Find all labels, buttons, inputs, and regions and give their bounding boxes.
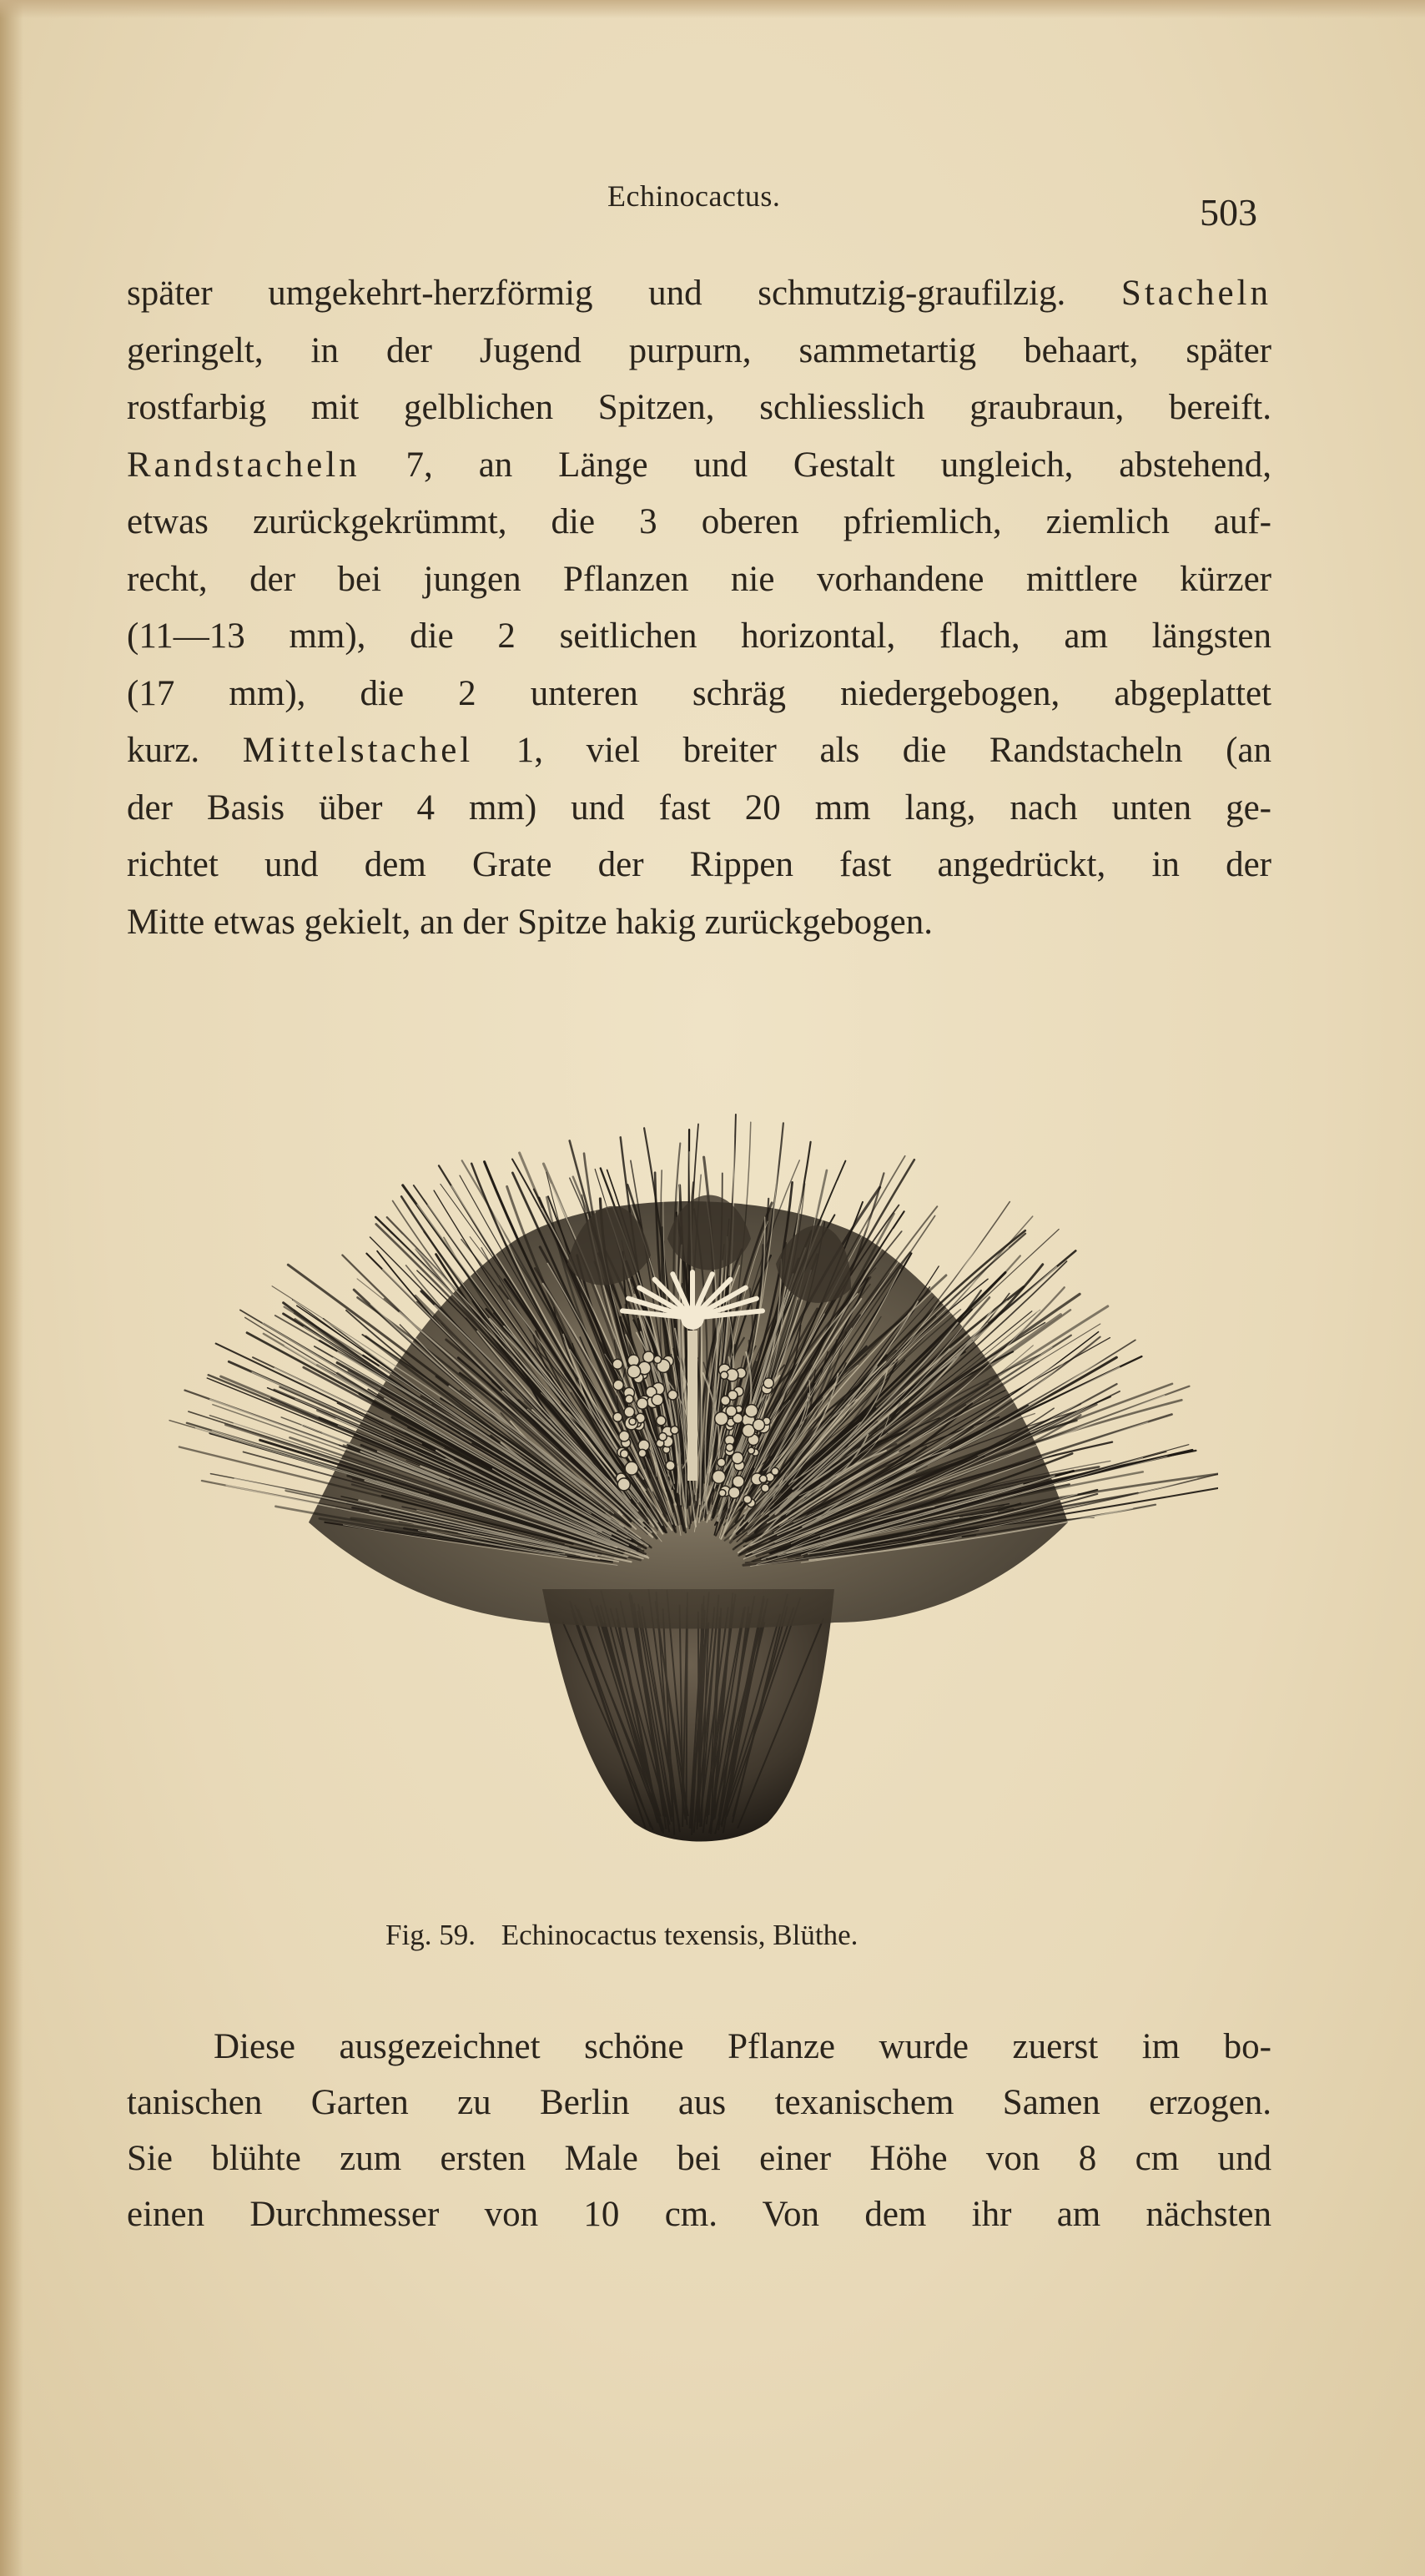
running-head (0, 179, 1425, 234)
page-top-shadow (0, 0, 1425, 18)
spaced-term: Mittelstachel (242, 731, 474, 770)
text-run: der Basis über 4 mm) und fast 20 mm lang, nach unten ge- (127, 787, 1271, 828)
text-line (127, 894, 1271, 952)
text-run: richtet und dem Grate der Rippen fast angedrückt, in der (127, 845, 1271, 884)
text-line (127, 551, 1271, 609)
spaced-term: Stacheln (1120, 274, 1271, 313)
text-line (127, 837, 1271, 894)
body-paragraph-2 (127, 2019, 1271, 2242)
body-paragraph-1 (127, 265, 1271, 951)
text-line (127, 437, 1271, 495)
text-run: 1, viel breiter als die Randstacheln (an (473, 731, 1271, 770)
text-line (127, 265, 1271, 323)
text-line: einen Durchmesser von 10 cm. Von dem ihr am nächsten (127, 2195, 1271, 2234)
cactus-flower-engraving (167, 989, 1218, 1906)
figure-caption-text: Echinocactus texensis, Blüthe. (501, 1919, 859, 1951)
text-run: später umgekehrt-herzförmig und schmutzig-graufilzig. (127, 274, 1121, 313)
page-number: 503 (1200, 191, 1257, 234)
text-run: 7, an Länge und Gestalt ungleich, abstehend, (360, 445, 1271, 485)
text-run: rostfarbig mit gelblichen Spitzen, schliesslich graubraun, bereift. (127, 388, 1271, 427)
text-line: Sie blühte zum ersten Male bei einer Höhe von 8 cm und (127, 2139, 1271, 2178)
text-run: (11—13 mm), die 2 seitlichen horizontal, flach, am längsten (127, 616, 1271, 656)
running-title: Echinocactus. (607, 179, 781, 213)
text-run: Mitte etwas gekielt, an der Spitze hakig zurückgebogen. (127, 902, 933, 942)
text-line: tanischen Garten zu Berlin aus texanischem Samen erzogen. (127, 2083, 1271, 2122)
figure-illustration (167, 989, 1218, 1906)
text-run: recht, der bei jungen Pflanzen nie vorhandene mittlere kürzer (127, 559, 1271, 599)
text-run: etwas zurückgekrümmt, die 3 oberen pfriemlich, ziemlich auf- (127, 502, 1271, 541)
stigma-center (681, 1306, 704, 1330)
text-line (127, 780, 1271, 838)
text-line: Diese ausgezeichnet schöne Pflanze wurde zuerst im bo- (214, 2027, 1271, 2066)
page-edge-shadow (0, 0, 23, 2576)
text-line (127, 608, 1271, 666)
text-line (127, 323, 1271, 380)
text-line (127, 380, 1271, 437)
text-run: kurz. (127, 731, 243, 770)
text-line (127, 494, 1271, 551)
text-line (127, 666, 1271, 723)
figure-caption (385, 1919, 858, 1952)
spaced-term: Randstacheln (127, 445, 360, 485)
text-line (127, 722, 1271, 780)
text-run: geringelt, in der Jugend purpurn, sammetartig behaart, später (127, 330, 1271, 370)
text-run: (17 mm), die 2 unteren schräg niedergebogen, abgeplattet (127, 673, 1271, 713)
figure-label: Fig. 59. (385, 1919, 476, 1951)
